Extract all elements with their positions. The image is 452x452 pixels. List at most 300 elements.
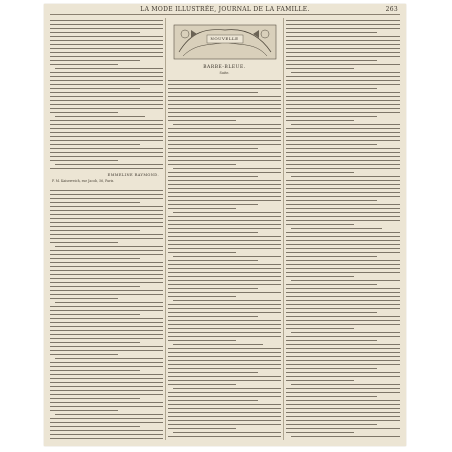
text-line — [286, 200, 377, 201]
text-line — [50, 152, 163, 153]
text-line — [50, 318, 163, 319]
header-rule — [50, 14, 400, 15]
text-line — [168, 420, 281, 421]
text-line — [173, 300, 281, 301]
text-line — [286, 68, 354, 69]
text-line — [50, 60, 140, 61]
text-line — [286, 212, 400, 213]
text-line — [168, 316, 258, 317]
text-line — [286, 60, 377, 61]
text-line — [286, 248, 400, 249]
text-line — [286, 96, 400, 97]
text-line — [286, 80, 400, 81]
text-line — [286, 120, 354, 121]
text-line — [168, 400, 258, 401]
text-line — [50, 390, 163, 391]
text-column-1 — [50, 18, 163, 440]
text-line — [50, 366, 163, 367]
text-line — [168, 384, 236, 385]
text-line — [50, 120, 163, 121]
text-line — [168, 248, 281, 249]
text-line — [286, 364, 400, 365]
text-line — [286, 440, 400, 441]
text-line — [286, 268, 400, 269]
text-line — [168, 272, 281, 273]
text-line — [168, 176, 258, 177]
text-line — [168, 252, 236, 253]
text-line — [286, 356, 400, 357]
text-line — [50, 362, 163, 363]
text-line — [286, 312, 377, 313]
text-line — [286, 132, 400, 133]
text-line — [50, 438, 163, 439]
text-line — [173, 256, 281, 257]
text-line — [286, 352, 400, 353]
text-line — [173, 124, 281, 125]
text-line — [168, 276, 281, 277]
text-line — [50, 144, 140, 145]
text-line — [50, 230, 140, 231]
text-line — [173, 388, 281, 389]
text-line — [50, 310, 163, 311]
text-line — [286, 260, 400, 261]
text-line — [168, 204, 258, 205]
text-line — [55, 164, 163, 165]
text-line — [168, 268, 281, 269]
text-line — [286, 392, 400, 393]
text-line — [286, 304, 400, 305]
text-line — [50, 64, 118, 65]
text-line — [50, 84, 163, 85]
text-line — [286, 428, 400, 429]
text-line — [50, 210, 163, 211]
text-line — [168, 160, 281, 161]
text-line — [286, 380, 354, 381]
ornamental-vignette — [171, 22, 279, 62]
text-line — [168, 416, 281, 417]
text-line — [55, 116, 145, 117]
column-divider — [283, 18, 284, 440]
text-line — [168, 288, 258, 289]
text-line — [50, 286, 140, 287]
text-line — [286, 76, 400, 77]
text-line — [50, 222, 163, 223]
text-line — [168, 352, 281, 353]
text-line — [50, 386, 163, 387]
text-line — [286, 216, 400, 217]
text-line — [168, 188, 281, 189]
text-line — [50, 20, 163, 21]
text-line — [286, 252, 400, 253]
text-line — [50, 298, 118, 299]
text-line — [168, 312, 281, 313]
text-line — [50, 148, 163, 149]
text-line — [168, 164, 236, 165]
text-line — [286, 412, 400, 413]
text-line — [50, 160, 118, 161]
newspaper-page — [44, 4, 406, 446]
text-line — [286, 192, 400, 193]
text-line — [50, 194, 163, 195]
text-line — [168, 364, 281, 365]
text-line — [55, 414, 163, 415]
text-line — [168, 208, 236, 209]
text-line — [168, 88, 281, 89]
text-line — [168, 264, 281, 265]
text-line — [50, 40, 163, 41]
text-line — [50, 354, 118, 355]
text-line — [55, 246, 163, 247]
text-line — [55, 68, 163, 69]
text-line — [55, 358, 163, 359]
text-line — [168, 84, 281, 85]
text-line — [168, 136, 281, 137]
text-line — [286, 236, 400, 237]
text-line — [286, 56, 400, 57]
text-line — [50, 422, 163, 423]
text-line — [168, 192, 281, 193]
text-line — [168, 412, 281, 413]
text-line — [50, 290, 163, 291]
text-line — [168, 144, 281, 145]
text-line — [50, 108, 163, 109]
text-line — [168, 148, 258, 149]
text-line — [50, 262, 163, 263]
text-line — [286, 44, 400, 45]
text-line — [286, 64, 400, 65]
text-line — [286, 144, 377, 145]
vignette-label: NOUVELLE — [210, 36, 239, 41]
text-line — [168, 128, 281, 129]
text-line — [50, 226, 163, 227]
section-subtitle: Suite. — [219, 71, 230, 75]
text-line — [173, 212, 281, 213]
paragraph-block — [50, 18, 163, 170]
text-line — [168, 108, 281, 109]
section-title: BARBE-BLEUE. — [203, 65, 246, 70]
text-line — [286, 184, 400, 185]
text-line — [286, 240, 400, 241]
text-line — [286, 320, 400, 321]
text-line — [168, 328, 281, 329]
text-line — [286, 316, 400, 317]
text-line — [50, 72, 163, 73]
text-line — [168, 392, 281, 393]
text-line — [168, 284, 281, 285]
text-line — [286, 408, 400, 409]
text-line — [50, 258, 140, 259]
text-line — [50, 156, 163, 157]
text-line — [50, 198, 163, 199]
text-line — [286, 136, 400, 137]
text-line — [50, 100, 163, 101]
text-line — [286, 20, 400, 21]
text-line — [168, 332, 281, 333]
text-line — [50, 112, 118, 113]
paragraph-block — [168, 78, 281, 440]
text-line — [286, 152, 400, 153]
text-line — [286, 52, 400, 53]
text-line — [50, 314, 140, 315]
text-line — [168, 396, 281, 397]
text-line — [286, 264, 400, 265]
text-line — [286, 308, 400, 309]
text-line — [168, 232, 258, 233]
text-line — [168, 112, 281, 113]
text-line — [168, 336, 281, 337]
text-line — [50, 234, 163, 235]
text-line — [168, 304, 281, 305]
text-line — [286, 340, 377, 341]
text-line — [168, 240, 281, 241]
text-line — [168, 184, 281, 185]
text-line — [168, 116, 281, 117]
text-line — [50, 190, 163, 191]
text-line — [50, 334, 163, 335]
text-line — [291, 228, 382, 229]
paragraph-block — [50, 188, 163, 440]
text-line — [50, 44, 163, 45]
text-line — [173, 344, 263, 345]
text-line — [50, 128, 163, 129]
text-line — [50, 374, 163, 375]
text-line — [286, 168, 400, 169]
text-line — [168, 376, 281, 377]
column-divider — [165, 18, 166, 440]
text-line — [286, 400, 400, 401]
text-line — [286, 32, 377, 33]
text-line — [50, 124, 163, 125]
text-line — [286, 100, 400, 101]
text-line — [50, 342, 140, 343]
text-line — [286, 40, 400, 41]
text-line — [168, 120, 236, 121]
text-line — [50, 346, 163, 347]
text-line — [50, 254, 163, 255]
text-line — [50, 24, 163, 25]
text-line — [286, 28, 400, 29]
text-line — [168, 440, 281, 441]
text-line — [50, 402, 163, 403]
text-line — [50, 250, 163, 251]
text-line — [291, 436, 400, 437]
text-line — [168, 172, 281, 173]
text-line — [50, 282, 163, 283]
text-line — [168, 436, 281, 437]
text-line — [50, 426, 140, 427]
text-line — [50, 96, 163, 97]
text-line — [168, 96, 281, 97]
text-line — [50, 330, 163, 331]
text-line — [168, 152, 281, 153]
text-line — [168, 132, 281, 133]
text-line — [286, 288, 400, 289]
text-line — [286, 296, 400, 297]
text-line — [286, 160, 400, 161]
text-line — [168, 140, 281, 141]
text-line — [286, 24, 400, 25]
text-line — [168, 296, 236, 297]
text-line — [50, 140, 163, 141]
text-line — [50, 322, 163, 323]
text-line — [286, 244, 400, 245]
text-line — [168, 220, 281, 221]
text-line — [50, 48, 163, 49]
text-line — [168, 156, 281, 157]
text-line — [286, 344, 400, 345]
text-line — [50, 104, 163, 105]
text-line — [286, 148, 400, 149]
text-line — [168, 408, 281, 409]
text-line — [50, 350, 163, 351]
text-line — [168, 340, 236, 341]
text-line — [50, 56, 163, 57]
text-line — [50, 278, 163, 279]
text-line — [286, 36, 400, 37]
text-line — [286, 140, 400, 141]
text-line — [168, 292, 281, 293]
text-line — [50, 270, 163, 271]
text-line — [168, 428, 236, 429]
text-line — [50, 398, 140, 399]
text-line — [286, 396, 377, 397]
text-line — [286, 256, 377, 257]
text-line — [291, 124, 400, 125]
text-line — [286, 224, 354, 225]
text-line — [50, 406, 163, 407]
text-line — [286, 84, 400, 85]
text-line — [286, 424, 377, 425]
text-line — [50, 306, 163, 307]
text-line — [286, 180, 400, 181]
text-line — [286, 208, 400, 209]
text-line — [50, 274, 163, 275]
text-line — [50, 136, 163, 137]
text-line — [286, 196, 400, 197]
paragraph-block — [286, 18, 400, 440]
text-line — [286, 156, 400, 157]
text-line — [50, 36, 163, 37]
text-line — [168, 216, 281, 217]
text-line — [168, 372, 258, 373]
printer-imprint: F. M. Kaiserreich, rue Jacob, 56, Paris. — [52, 179, 115, 183]
text-line — [286, 300, 400, 301]
text-line — [168, 260, 258, 261]
text-line — [50, 326, 163, 327]
text-line — [50, 370, 140, 371]
text-line — [286, 188, 400, 189]
text-line — [50, 294, 163, 295]
text-line — [286, 372, 400, 373]
text-line — [168, 224, 281, 225]
text-line — [286, 284, 377, 285]
text-line — [168, 180, 281, 181]
text-line — [50, 378, 163, 379]
text-column-2 — [168, 18, 281, 440]
text-line — [50, 168, 163, 169]
text-line — [50, 238, 163, 239]
text-line — [50, 76, 163, 77]
text-line — [286, 292, 400, 293]
text-line — [286, 336, 400, 337]
text-line — [173, 432, 281, 433]
text-line — [286, 348, 400, 349]
text-line — [286, 48, 400, 49]
text-column-3 — [286, 18, 400, 440]
text-line — [291, 280, 400, 281]
text-line — [50, 52, 163, 53]
text-line — [286, 328, 354, 329]
text-line — [50, 132, 163, 133]
text-line — [286, 116, 377, 117]
text-line — [55, 302, 163, 303]
journal-title: LA MODE ILLUSTRÉE, JOURNAL DE LA FAMILLE. — [140, 6, 310, 13]
text-line — [286, 172, 354, 173]
text-line — [291, 72, 400, 73]
text-line — [50, 218, 163, 219]
text-line — [286, 376, 400, 377]
text-line — [168, 104, 281, 105]
text-line — [286, 368, 377, 369]
text-line — [50, 202, 140, 203]
text-line — [50, 410, 118, 411]
author-signature: EMMELINE RAYMOND. — [107, 173, 159, 177]
text-line — [168, 324, 281, 325]
text-line — [286, 272, 400, 273]
text-line — [286, 204, 400, 205]
text-line — [286, 324, 400, 325]
text-line — [286, 404, 400, 405]
text-line — [286, 276, 354, 277]
text-line — [168, 380, 281, 381]
text-line — [50, 214, 163, 215]
text-line — [286, 360, 400, 361]
vignette-engraving — [171, 22, 279, 62]
text-line — [286, 220, 400, 221]
text-line — [286, 88, 377, 89]
text-line — [291, 384, 400, 385]
text-line — [168, 280, 281, 281]
text-line — [286, 388, 400, 389]
text-line — [50, 382, 163, 383]
text-line — [286, 432, 354, 433]
text-line — [50, 430, 163, 431]
text-line — [168, 228, 281, 229]
text-line — [168, 424, 281, 425]
text-line — [50, 28, 163, 29]
text-line — [286, 112, 400, 113]
text-line — [50, 266, 163, 267]
text-line — [168, 100, 281, 101]
text-line — [173, 168, 281, 169]
text-line — [168, 236, 281, 237]
text-line — [168, 360, 281, 361]
page-header — [44, 5, 406, 14]
text-line — [168, 308, 281, 309]
text-line — [168, 348, 281, 349]
text-line — [286, 232, 400, 233]
text-line — [50, 92, 163, 93]
text-line — [50, 88, 140, 89]
text-line — [168, 320, 281, 321]
text-line — [168, 196, 281, 197]
text-line — [291, 332, 400, 333]
text-line — [291, 176, 400, 177]
text-line — [168, 404, 281, 405]
text-line — [286, 420, 400, 421]
text-line — [50, 32, 140, 33]
text-line — [286, 128, 400, 129]
